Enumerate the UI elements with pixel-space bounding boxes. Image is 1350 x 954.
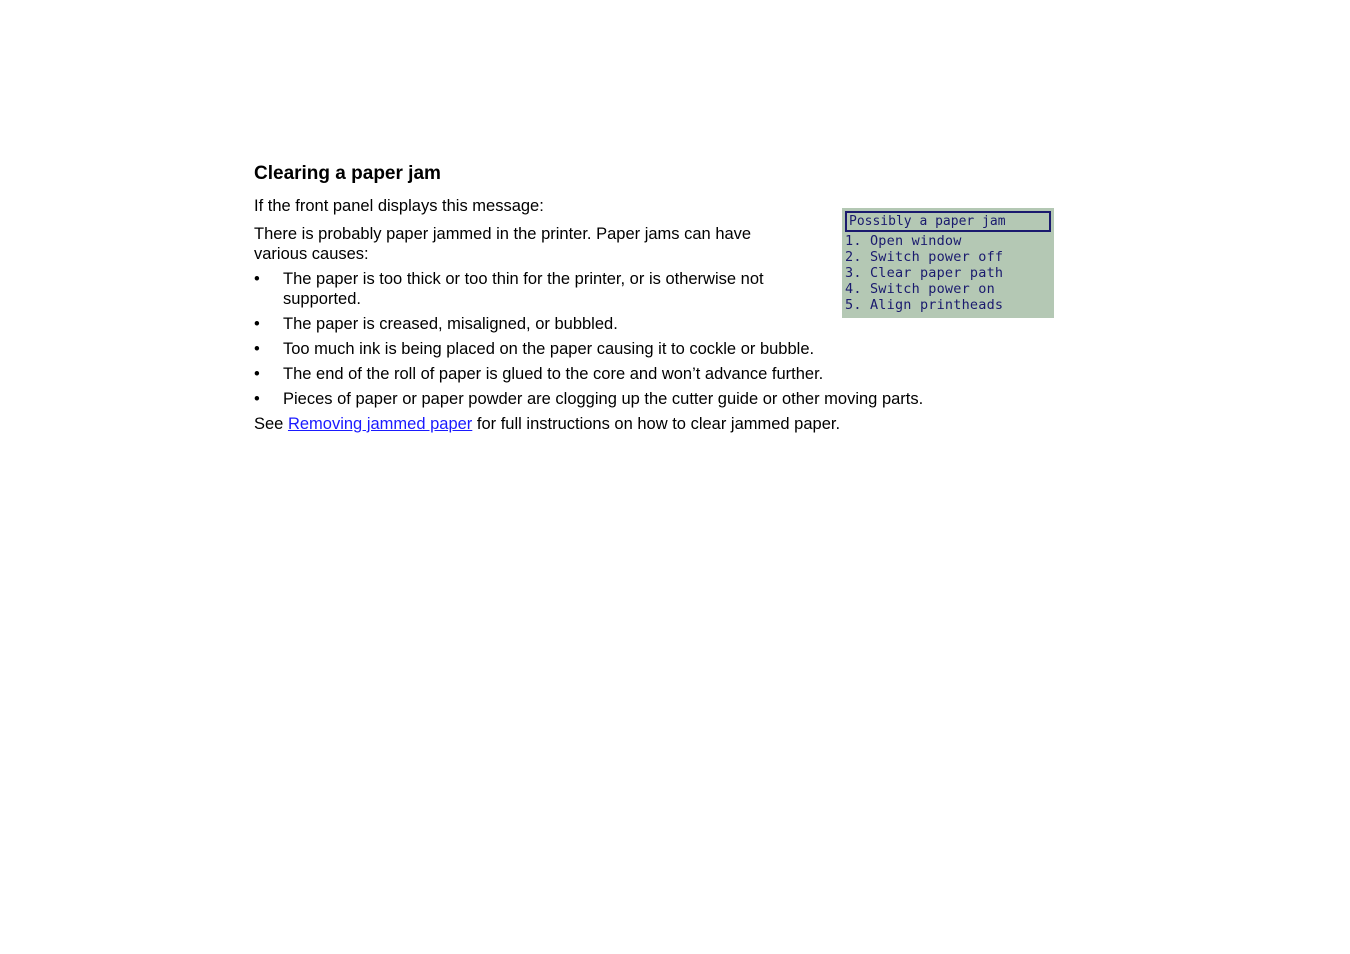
intro-text: If the front panel displays this message:	[254, 197, 544, 215]
list-item	[254, 389, 1074, 409]
list-item-text: The end of the roll of paper is glued to the core and won’t advance further.	[283, 365, 824, 383]
list-item-text: Pieces of paper or paper powder are clogging up the cutter guide or other moving parts.	[283, 390, 924, 408]
list-item-text: The paper is too thick or too thin for the printer, or is otherwise not supported.	[283, 270, 764, 308]
front-panel-step: 3. Clear paper path	[845, 265, 1004, 281]
list-item-text: The paper is creased, misaligned, or bubbled.	[283, 315, 618, 333]
front-panel-step: 1. Open window	[845, 233, 962, 249]
list-item	[254, 364, 1074, 384]
front-panel-step: 5. Align printheads	[845, 297, 1004, 313]
bullet-icon: •	[254, 315, 260, 333]
bullet-icon: •	[254, 365, 260, 383]
front-panel-message-header: Possibly a paper jam	[845, 211, 1051, 232]
page-title: Clearing a paper jam	[254, 163, 441, 184]
list-item	[254, 339, 1074, 359]
front-panel-step: 2. Switch power off	[845, 249, 1004, 265]
front-panel-steps	[845, 233, 1051, 313]
front-panel-display	[842, 208, 1054, 318]
list-item	[254, 269, 803, 309]
see-also-text	[254, 414, 1074, 434]
see-suffix: for full instructions on how to clear jammed paper.	[472, 415, 841, 433]
description-text: There is probably paper jammed in the printer. Paper jams can have various causes:	[254, 225, 752, 263]
removing-jammed-paper-link[interactable]: Removing jammed paper	[287, 415, 473, 433]
bullet-icon: •	[254, 340, 260, 358]
bullet-icon: •	[254, 270, 260, 288]
see-prefix: See	[254, 415, 288, 433]
bullet-icon: •	[254, 390, 260, 408]
front-panel-step: 4. Switch power on	[845, 281, 995, 297]
list-item-text: Too much ink is being placed on the paper causing it to cockle or bubble.	[283, 340, 815, 358]
